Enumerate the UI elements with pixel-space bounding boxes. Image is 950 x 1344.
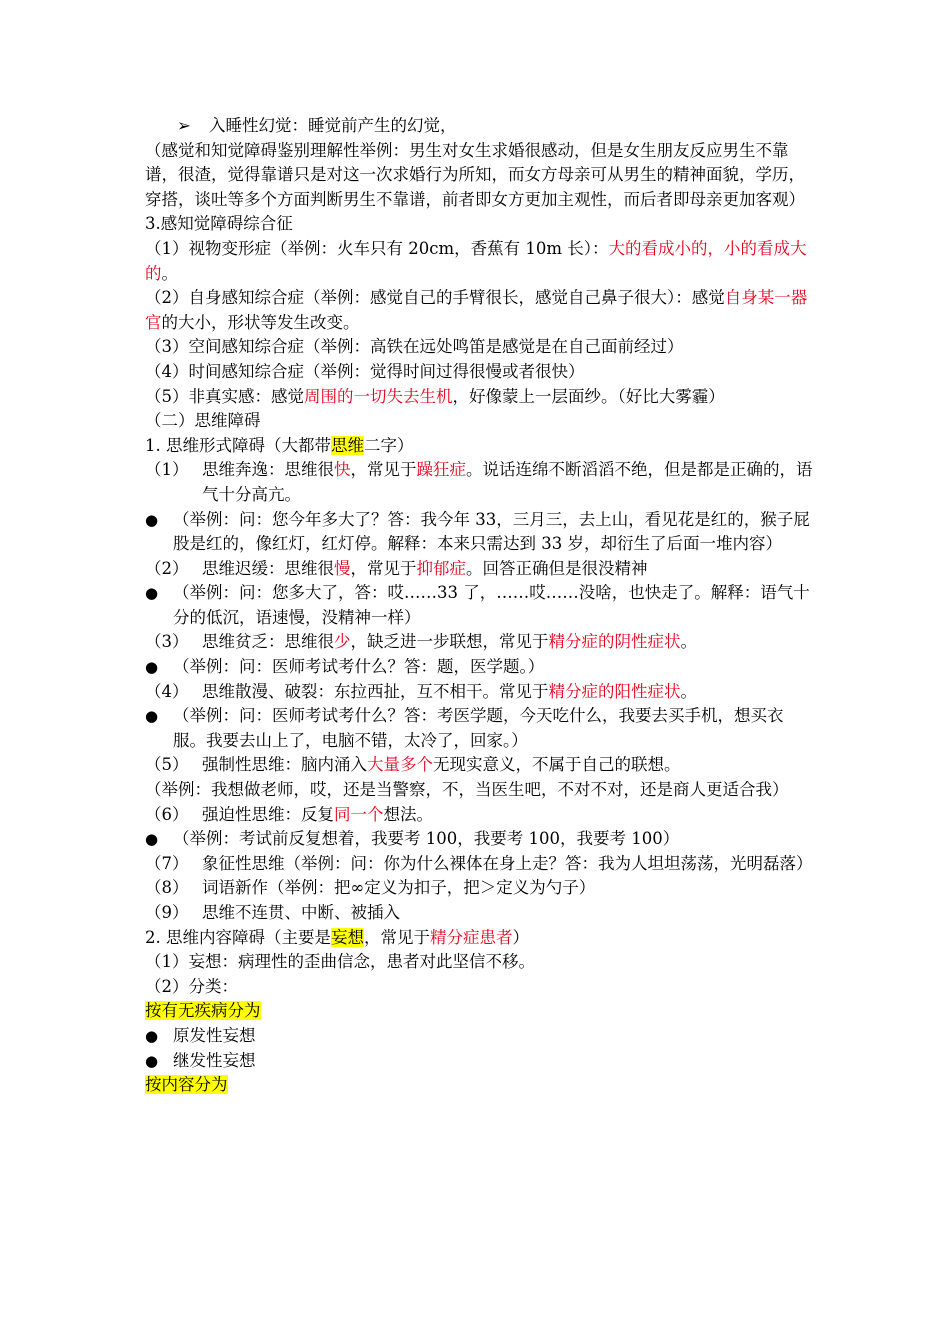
bullet-example-6: ● （举例：考试前反复想着，我要考 100，我要考 100，我要考 100） xyxy=(145,827,815,852)
paragraph-space-perception: （3）空间感知综合症（举例：高铁在远处鸣笛是感觉是在自己面前经过） xyxy=(145,337,684,357)
bullet-example-4: ● （举例：问：医师考试考什么？答：考医学题，今天吃什么，我要去买手机，想买衣服。我要去山上了，电脑不错，太冷了，回家。） xyxy=(145,704,815,753)
bullet-dot-icon: ● xyxy=(145,1051,159,1070)
paragraph-example-5: （举例：我想做老师，哎，还是当警察，不，当医生吧，不对不对，还是商人更适合我） xyxy=(145,780,789,800)
paragraph-hypnagogic: ➢ 入睡性幻觉：睡觉前产生的幻觉， xyxy=(145,114,815,139)
item-symbolic-thinking: （7） 象征性思维（举例：问：你为什么裸体在身上走？答：我为人坦坦荡荡，光明磊落） xyxy=(145,853,813,873)
arrow-bullet-icon: ➢ xyxy=(177,116,191,135)
paragraph-delusion-def: （1）妄想：病理性的歪曲信念，患者对此坚信不移。 xyxy=(145,952,535,972)
document-page xyxy=(145,114,815,1098)
paragraph-time-perception: （4）时间感知综合症（举例：觉得时间过得很慢或者很快） xyxy=(145,361,585,381)
bullet-dot-icon: ● xyxy=(145,510,159,529)
item-loosening: （4） 思维散漫、破裂：东拉西扯，互不相干。常见于精分症的阳性症状。 xyxy=(145,681,697,701)
heading-thinking-disorder: （二）思维障碍 xyxy=(145,411,261,431)
item-poverty: （3） 思维贫乏：思维很少，缺乏进一步联想，常见于精分症的阴性症状。 xyxy=(145,632,697,652)
heading-by-disease: 按有无疾病分为 xyxy=(145,1001,261,1021)
bullet-dot-icon: ● xyxy=(145,830,159,849)
item-retardation: （2） 思维迟缓：思维很慢，常见于抑郁症。回答正确但是很没精神 xyxy=(145,558,648,578)
paragraph-derealization: （5）非真实感：感觉周围的一切失去生机，好像蒙上一层面纱。（好比大雾霾） xyxy=(145,386,725,406)
paragraph-classification: （2）分类： xyxy=(145,976,238,996)
bullet-dot-icon: ● xyxy=(145,1026,159,1045)
item-obsessive-thinking: （6） 强迫性思维：反复同一个想法。 xyxy=(145,804,433,824)
heading-thinking-form: 1. 思维形式障碍（大都带思维二字） xyxy=(145,435,414,455)
item-flight-of-ideas: （1） 思维奔逸：思维很快，常见于躁狂症。说话连绵不断滔滔不绝，但是都是正确的，语气十分高亢。 xyxy=(145,460,813,504)
item-neologism: （8） 词语新作（举例：把∞定义为扣子，把＞定义为勺子） xyxy=(145,878,596,898)
bullet-secondary-delusion: ● 继发性妄想 xyxy=(145,1049,815,1074)
bullet-primary-delusion: ● 原发性妄想 xyxy=(145,1024,815,1049)
item-forced-thinking: （5） 强制性思维：脑内涌入大量多个无现实意义，不属于自己的联想。 xyxy=(145,755,681,775)
bullet-dot-icon: ● xyxy=(145,584,159,603)
paragraph-metamorphopsia: （1）视物变形症（举例：火车只有 20cm，香蕉有 10m 长）：大的看成小的，小的看成大的。 xyxy=(145,238,807,283)
bullet-example-2: ● （举例：问：您多大了，答：哎……33 了，……哎……没啥，也快走了。解释：语气十分的低沉，语速慢，没精神一样） xyxy=(145,581,815,630)
heading-by-content: 按内容分为 xyxy=(145,1075,228,1095)
bullet-example-3: ● （举例：问：医师考试考什么？答：题，医学题。） xyxy=(145,655,815,680)
heading-thinking-content: 2. 思维内容障碍（主要是妄想，常见于精分症患者） xyxy=(145,927,529,947)
bullet-example-1: ● （举例：问：您今年多大了？答：我今年 33，三月三，去上山，看见花是红的，猴子屁股是红的，像红灯，红灯停。解释：本来只需达到 33 岁，却衍生了后面一堆内容） xyxy=(145,508,815,557)
bullet-dot-icon: ● xyxy=(145,658,159,677)
paragraph-body-perception: （2）自身感知综合症（举例：感觉自己的手臂很长，感觉自己鼻子很大）：感觉自身某一器官的大小，形状等发生改变。 xyxy=(145,288,808,332)
paragraph-distinction-example: （感觉和知觉障碍鉴别理解性举例：男生对女生求婚很感动，但是女生朋友反应男生不靠谱，很渣，觉得靠谱只是对这一次求婚行为所知，而女方母亲可从男生的精神面貌，学历，穿搭，谈吐等多个方面判断男生不靠谱，前者即女方更加主观性，而后者即母亲更加客观） xyxy=(145,140,805,209)
item-incoherence: （9） 思维不连贯、中断、被插入 xyxy=(145,903,400,922)
heading-perception-syndrome: 3.感知觉障碍综合征 xyxy=(145,214,293,234)
bullet-dot-icon: ● xyxy=(145,707,159,726)
